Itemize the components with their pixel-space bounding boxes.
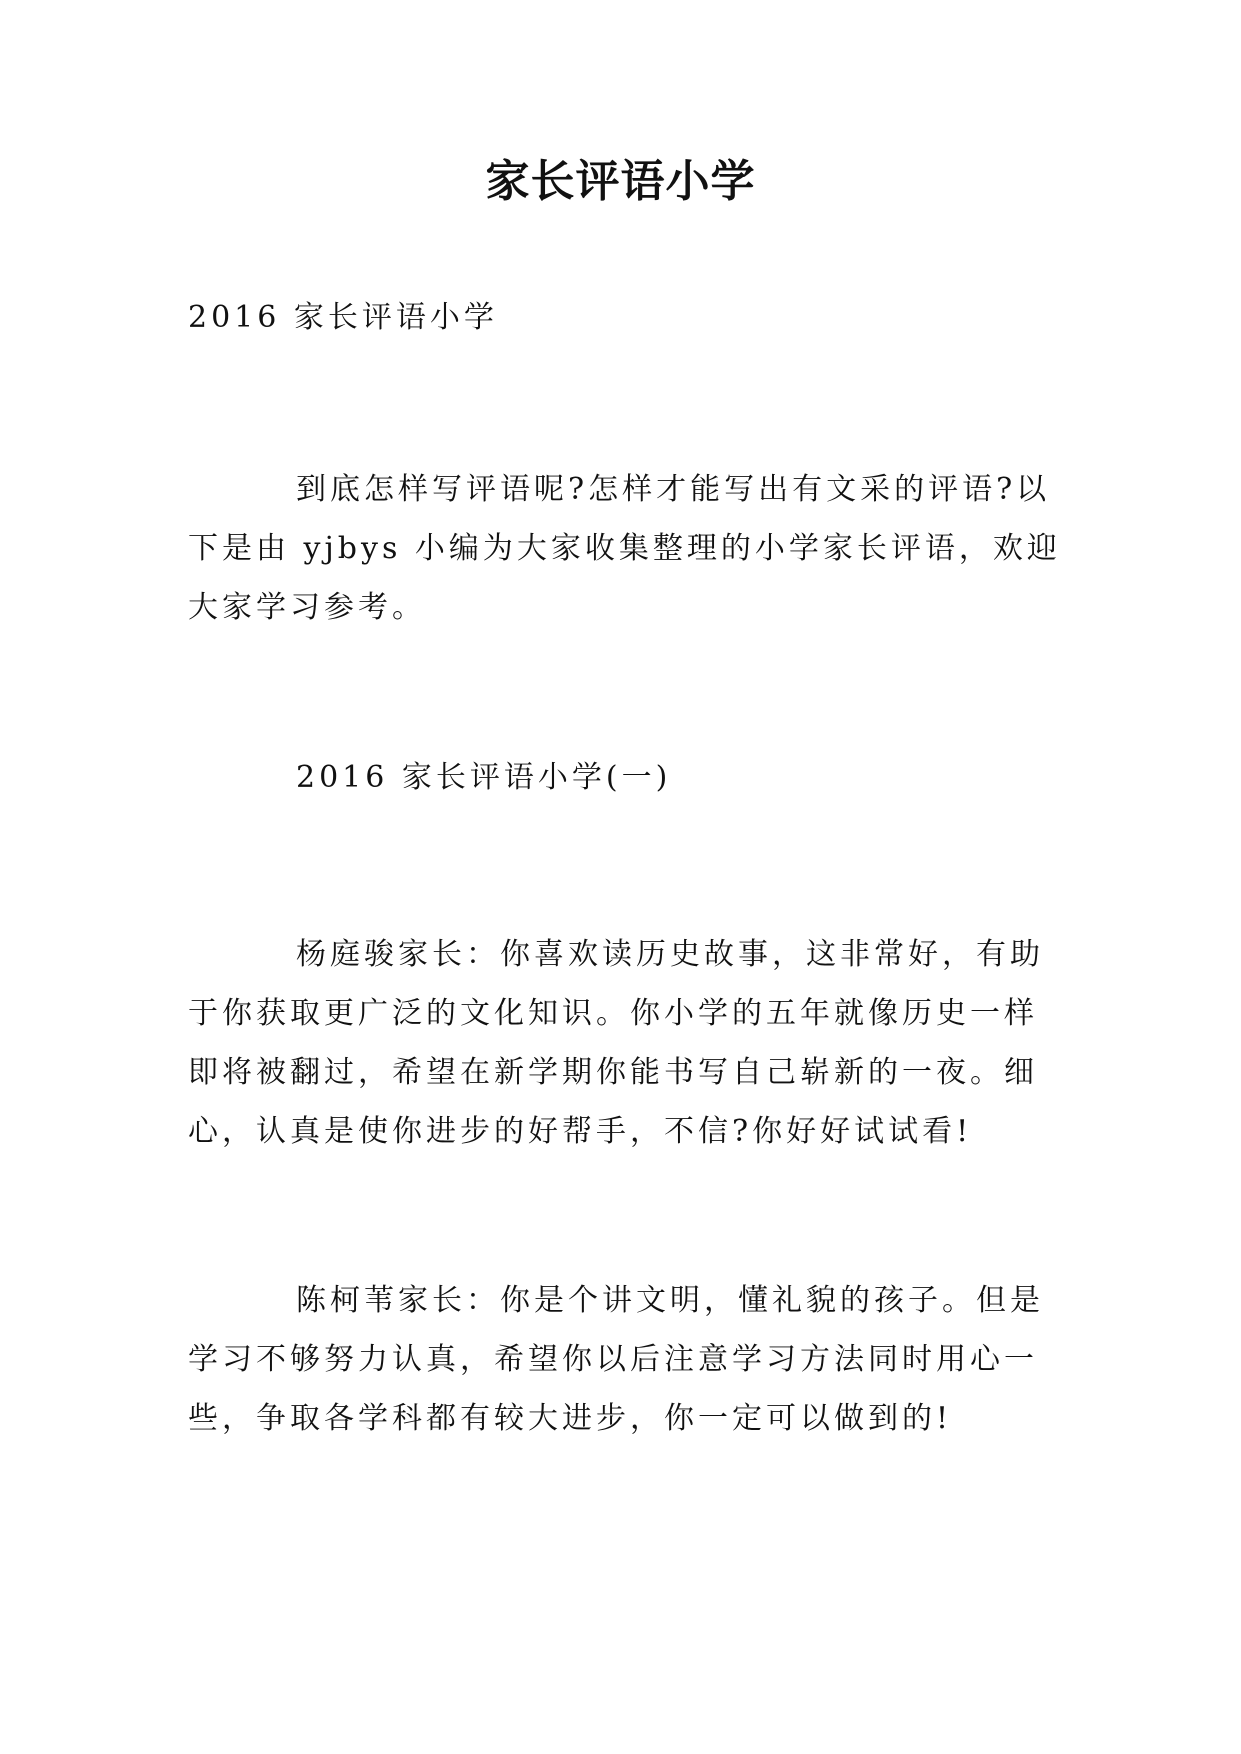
comment-paragraph-2: 陈柯苇家长：你是个讲文明，懂礼貌的孩子。但是学习不够努力认真，希望你以后注意学习方法同时用心一些，争取各学科都有较大进步，你一定可以做到的! <box>188 1283 1044 1436</box>
section-heading: 2016 家长评语小学(一) <box>296 760 672 795</box>
document-title: 家长评语小学 <box>485 156 756 207</box>
document-subtitle: 2016 家长评语小学 <box>188 300 498 335</box>
intro-paragraph: 到底怎样写评语呢?怎样才能写出有文采的评语?以下是由 yjbys 小编为大家收集整理的小学家长评语，欢迎大家学习参考。 <box>188 472 1061 625</box>
comment-paragraph-1: 杨庭骏家长：你喜欢读历史故事，这非常好，有助于你获取更广泛的文化知识。你小学的五年就像历史一样即将被翻过，希望在新学期你能书写自己崭新的一夜。细心，认真是使你进步的好帮手，不信?你好好试试看! <box>188 937 1044 1149</box>
